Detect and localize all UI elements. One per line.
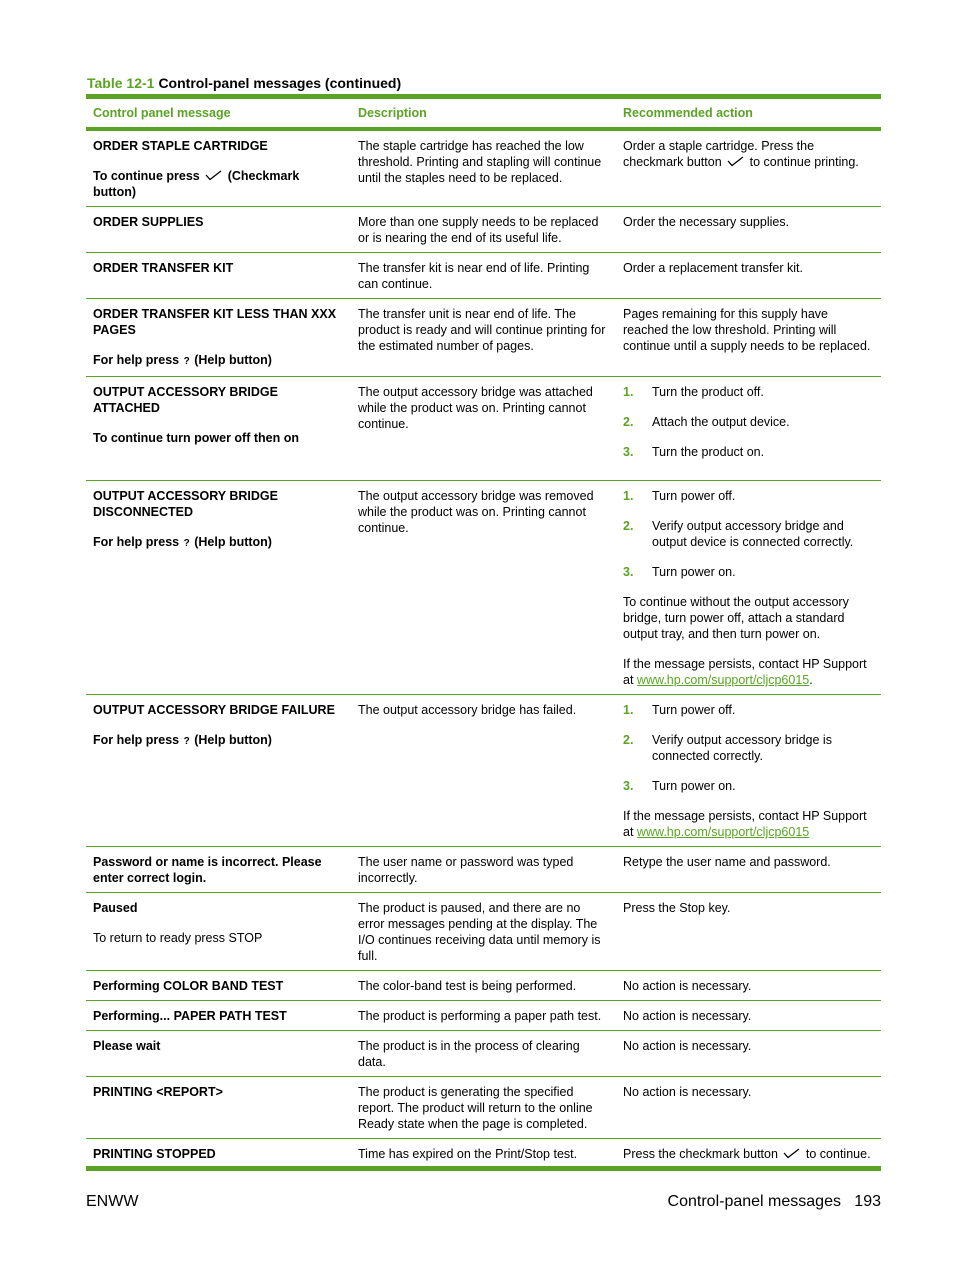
action-cell: No action is necessary. [616, 1001, 881, 1031]
description-cell: The transfer unit is near end of life. The product is ready and will continue printing for the estimated number of pages. [351, 299, 616, 377]
description-cell: The output accessory bridge was removed while the product was on. Printing cannot continue. [351, 481, 616, 695]
step-item [623, 518, 875, 550]
action-cell [616, 377, 881, 481]
description-cell: The staple cartridge has reached the low threshold. Printing and stapling will continue until the staples need to be replaced. [351, 129, 616, 207]
message-hint [93, 168, 345, 200]
message-cell: PRINTING <REPORT> [86, 1077, 351, 1139]
persist-text: If the message persists, contact HP Support at [623, 657, 867, 687]
table-row [86, 893, 881, 971]
help-icon: ? [183, 538, 190, 549]
table-row [86, 1001, 881, 1031]
steps-list [623, 384, 875, 460]
step-item [623, 702, 875, 718]
step-text: Verify output accessory bridge and output device is connected correctly. [652, 519, 854, 549]
hint-suffix: (Help button) [194, 733, 272, 747]
footer-left: ENWW [86, 1193, 139, 1210]
step-number: 1. [623, 703, 634, 717]
step-item [623, 488, 875, 504]
persist-period: . [809, 673, 813, 687]
steps-list [623, 488, 875, 580]
persist-note [623, 808, 875, 840]
step-text: Turn the product on. [652, 445, 765, 459]
message-cell [86, 695, 351, 847]
action-cell: Press the Stop key. [616, 893, 881, 971]
action-suffix: to continue. [805, 1147, 871, 1161]
action-cell: No action is necessary. [616, 1077, 881, 1139]
table-row [86, 1031, 881, 1077]
message-hint [93, 534, 345, 552]
persist-text: If the message persists, contact HP Support at [623, 809, 867, 839]
step-text: Turn power off. [652, 703, 736, 717]
step-item [623, 564, 875, 580]
step-text: Verify output accessory bridge is connected correctly. [652, 733, 832, 763]
footer-right: Control-panel messages 193 [667, 1193, 881, 1210]
description-cell: The product is generating the specified report. The product will return to the online Ready state when the page is completed. [351, 1077, 616, 1139]
action-cell [616, 1139, 881, 1169]
action-suffix: to continue printing. [749, 155, 859, 169]
step-item [623, 414, 875, 430]
step-item [623, 384, 875, 400]
action-prefix: Order a staple cartridge. Press the checkmark button [623, 139, 815, 169]
table-row [86, 1139, 881, 1169]
message-cell [86, 299, 351, 377]
steps-list [623, 702, 875, 794]
step-number: 1. [623, 489, 634, 503]
description-cell: The transfer kit is near end of life. Printing can continue. [351, 253, 616, 299]
description-cell: The output accessory bridge was attached while the product was on. Printing cannot continue. [351, 377, 616, 481]
table-row [86, 377, 881, 481]
action-cell: Pages remaining for this supply have reached the low threshold. Printing will continue until a supply needs to be replaced. [616, 299, 881, 377]
hint-prefix: To continue press [93, 169, 200, 183]
table-header-row [86, 97, 881, 130]
step-number: 3. [623, 779, 634, 793]
action-cell: No action is necessary. [616, 971, 881, 1001]
message-text: OUTPUT ACCESSORY BRIDGE DISCONNECTED [93, 489, 278, 519]
message-text: OUTPUT ACCESSORY BRIDGE FAILURE [93, 703, 335, 717]
step-text: Turn power on. [652, 565, 736, 579]
hint-prefix: For help press [93, 353, 180, 367]
header-message: Control panel message [86, 97, 351, 130]
help-icon: ? [183, 356, 190, 367]
description-cell: The output accessory bridge has failed. [351, 695, 616, 847]
checkmark-icon [205, 170, 222, 181]
message-text: ORDER TRANSFER KIT LESS THAN XXX PAGES [93, 307, 337, 337]
header-description: Description [351, 97, 616, 130]
action-cell: Retype the user name and password. [616, 847, 881, 893]
description-cell: The product is performing a paper path test. [351, 1001, 616, 1031]
step-text: Turn power off. [652, 489, 736, 503]
message-cell: ORDER TRANSFER KIT [86, 253, 351, 299]
description-cell: Time has expired on the Print/Stop test. [351, 1139, 616, 1169]
action-cell: No action is necessary. [616, 1031, 881, 1077]
step-number: 2. [623, 733, 634, 747]
hint-suffix: (Checkmark button) [93, 169, 300, 199]
step-text: Attach the output device. [652, 415, 790, 429]
step-number: 3. [623, 445, 634, 459]
message-cell: ORDER SUPPLIES [86, 207, 351, 253]
action-cell [616, 695, 881, 847]
table-row [86, 253, 881, 299]
step-item [623, 778, 875, 794]
hint-prefix: For help press [93, 733, 180, 747]
message-cell: PRINTING STOPPED [86, 1139, 351, 1169]
checkmark-icon [783, 1148, 800, 1159]
header-action: Recommended action [616, 97, 881, 130]
action-prefix: Press the checkmark button [623, 1147, 778, 1161]
action-note: To continue without the output accessory bridge, turn power off, attach a standard output tray, and then turn power on. [623, 595, 849, 641]
table-number: Table 12-1 [87, 75, 155, 91]
support-link[interactable]: www.hp.com/support/cljcp6015 [636, 673, 810, 687]
message-hint: To return to ready press STOP [93, 931, 263, 945]
control-panel-messages-table [86, 94, 881, 1171]
description-cell: The color-band test is being performed. [351, 971, 616, 1001]
action-cell [616, 481, 881, 695]
message-text: Paused [93, 901, 138, 915]
table-row [86, 481, 881, 695]
message-cell: Performing COLOR BAND TEST [86, 971, 351, 1001]
message-cell [86, 893, 351, 971]
checkmark-icon [727, 156, 744, 167]
step-item [623, 732, 875, 764]
description-cell: The product is in the process of clearing data. [351, 1031, 616, 1077]
description-cell: The product is paused, and there are no error messages pending at the display. The I/O continues receiving data until memory is full. [351, 893, 616, 971]
step-number: 2. [623, 415, 634, 429]
support-link[interactable]: www.hp.com/support/cljcp6015 [636, 825, 810, 839]
message-hint [93, 732, 345, 750]
hint-suffix: (Help button) [194, 535, 272, 549]
message-cell: Please wait [86, 1031, 351, 1077]
table-row [86, 207, 881, 253]
step-number: 2. [623, 519, 634, 533]
step-text: Turn power on. [652, 779, 736, 793]
message-cell: Password or name is incorrect. Please enter correct login. [86, 847, 351, 893]
hint-suffix: (Help button) [194, 353, 272, 367]
table-row [86, 299, 881, 377]
message-text: ORDER STAPLE CARTRIDGE [93, 139, 268, 153]
description-cell: The user name or password was typed incorrectly. [351, 847, 616, 893]
table-row [86, 847, 881, 893]
table-row [86, 1077, 881, 1139]
persist-note [623, 656, 875, 688]
message-cell: Performing... PAPER PATH TEST [86, 1001, 351, 1031]
message-cell [86, 129, 351, 207]
table-caption [87, 75, 401, 91]
step-number: 3. [623, 565, 634, 579]
action-cell [616, 129, 881, 207]
step-text: Turn the product off. [652, 385, 764, 399]
message-cell [86, 377, 351, 481]
table-row [86, 129, 881, 207]
help-icon: ? [183, 736, 190, 747]
action-cell: Order a replacement transfer kit. [616, 253, 881, 299]
message-text: OUTPUT ACCESSORY BRIDGE ATTACHED [93, 385, 278, 415]
table-row [86, 971, 881, 1001]
step-item [623, 444, 875, 460]
table-title: Control-panel messages (continued) [158, 75, 402, 91]
hint-prefix: For help press [93, 535, 180, 549]
description-cell: More than one supply needs to be replaced or is nearing the end of its useful life. [351, 207, 616, 253]
message-hint: To continue turn power off then on [93, 431, 299, 445]
message-cell [86, 481, 351, 695]
message-hint [93, 352, 345, 370]
table-row [86, 695, 881, 847]
action-cell: Order the necessary supplies. [616, 207, 881, 253]
step-number: 1. [623, 385, 634, 399]
